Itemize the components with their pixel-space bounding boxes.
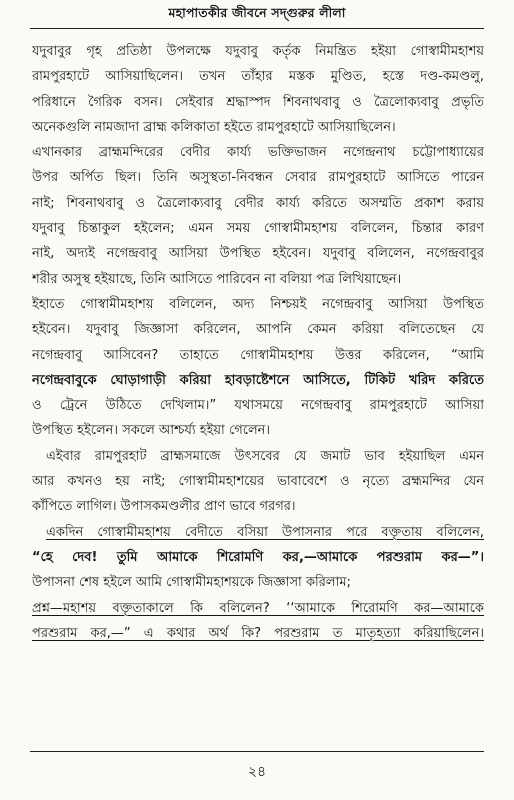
text-line: প্রশ্ন—মহাশয় বক্তৃতাকালে কি বলিলেন? ‘‘আমাকে শিরোমণি কর—আমাকে (32, 600, 484, 616)
text-line: হইবেন। যদুবাবু জিজ্ঞাসা করিলেন, আপনি কেমন করিয়া বলিতেছেন যে (32, 322, 484, 338)
text-line: উপর অর্পিত ছিল। তিনি অসুস্থতা-নিবন্ধন সেবার রামপুরহাটে আসিতে পারেন (32, 170, 484, 186)
text-line: অনেকগুলি নামজাদা ব্রাহ্ম কলিকাতা হইতে রামপুরহাটে আসিয়াছিলেন। (32, 119, 396, 135)
text-line: যদুবাবু চিন্তাকুল হইলেন; এমন সময় গোস্বামীমহাশয় বলিলেন, চিন্তার কারণ (32, 221, 484, 237)
text-line: যদুবাবুর গৃহ প্রতিষ্ঠা উপলক্ষে যদুবাবু কর্তৃক নিমন্ত্রিত হইয়া গোস্বামীমহাশয় (32, 44, 484, 59)
text-line: ইহাতে গোস্বামীমহাশয় বলিলেন, অদ্য নিশ্চয়ই নগেন্দ্রবাবু আসিয়া উপস্থিত (32, 296, 484, 312)
text-line: উপাসনা শেষ হইলে আমি গোস্বামীমহাশয়কে জিজ্ঞাসা করিলাম; (32, 575, 351, 591)
header-rule (30, 28, 484, 29)
text-line: নগেন্দ্রবাবু আসিবেন? তাহাতে গোস্বামীমহাশয় উত্তর করিলেন, “আমি (32, 347, 484, 363)
text-line: নগেন্দ্রবাবুকে ঘোড়াগাড়ী করিয়া হাবড়াষ্টেশনে আসিতে, টিকিট খরিদ করিতে (32, 372, 484, 388)
text-line: “হে দেব! তুমি আমাকে শিরোমণি কর,—আমাকে পরশুরাম কর—”। (32, 549, 484, 565)
footer-rule (30, 751, 484, 752)
text-line: কাঁপিতে লাগিল। উপাসকমণ্ডলীর প্রাণ ভাবে গরগর। (32, 499, 296, 515)
running-header: মহাপাতকীর জীবনে সদ্গুরুর লীলা (168, 5, 346, 20)
text-line: পরশুরাম কর,—” এ কথার অর্থ কি? পরশুরাম ত মাতৃহত্যা করিয়াছিলেন। (32, 625, 484, 641)
text-line: রামপুরহাটে আসিয়াছিলেন। তখন তাঁহার মস্তক মুণ্ডিত, হস্তে দণ্ড-কমণ্ডলু, (32, 69, 484, 85)
text-line: এখানকার ব্রাহ্মমন্দিরের বেদীর কার্য্য ভক্তিভাজন নগেন্দ্রনাথ চট্টোপাধ্যায়ের (32, 145, 484, 161)
text-line: পরিধানে গৈরিক বসন। সেইবার শ্রদ্ধাস্পদ শিবনাথবাবু ও ত্রৈলোক্যবাবু প্রভৃতি (32, 94, 484, 110)
text-line: এইবার রামপুরহাট ব্রাহ্মসমাজে উৎসবের যে জমাট ভাব হইয়াছিল এমন (46, 448, 484, 464)
body-text (32, 39, 484, 646)
text-line: উপস্থিত হইলেন। সকলে আশ্চর্য্য হইয়া গেলেন। (32, 423, 271, 439)
text-line: নাই; শিবনাথবাবু ও ত্রৈলোক্যবাবু বেদীর কার্য্য করিতে অসম্মতি প্রকাশ করায় (32, 195, 484, 211)
page-number: ২৪ (247, 764, 267, 780)
text-line: শরীর অসুস্থ হইয়াছে, তিনি আসিতে পারিবেন না বলিয়া পত্র লিখিয়াছেন। (32, 271, 402, 287)
text-line: ও ট্রেনে উঠিতে দেখিলাম।” যথাসময়ে নগেন্দ্রবাবু রামপুরহাটে আসিয়া (32, 398, 484, 414)
text-line: একদিন গোস্বামীমহাশয় বেদীতে বসিয়া উপাসনার পরে বক্তৃতায় বলিলেন, (46, 524, 484, 540)
text-line: আর কখনও হয় নাই; গোস্বামীমহাশয়ের ভাবাবেশে ও নৃত্যে ব্রহ্মমন্দির যেন (32, 474, 484, 490)
text-line: নাই, অদ্যই নগেন্দ্রবাবু আসিয়া উপস্থিত হইবেন। যদুবাবু বলিলেন, নগেন্দ্রবাবুর (32, 246, 484, 262)
